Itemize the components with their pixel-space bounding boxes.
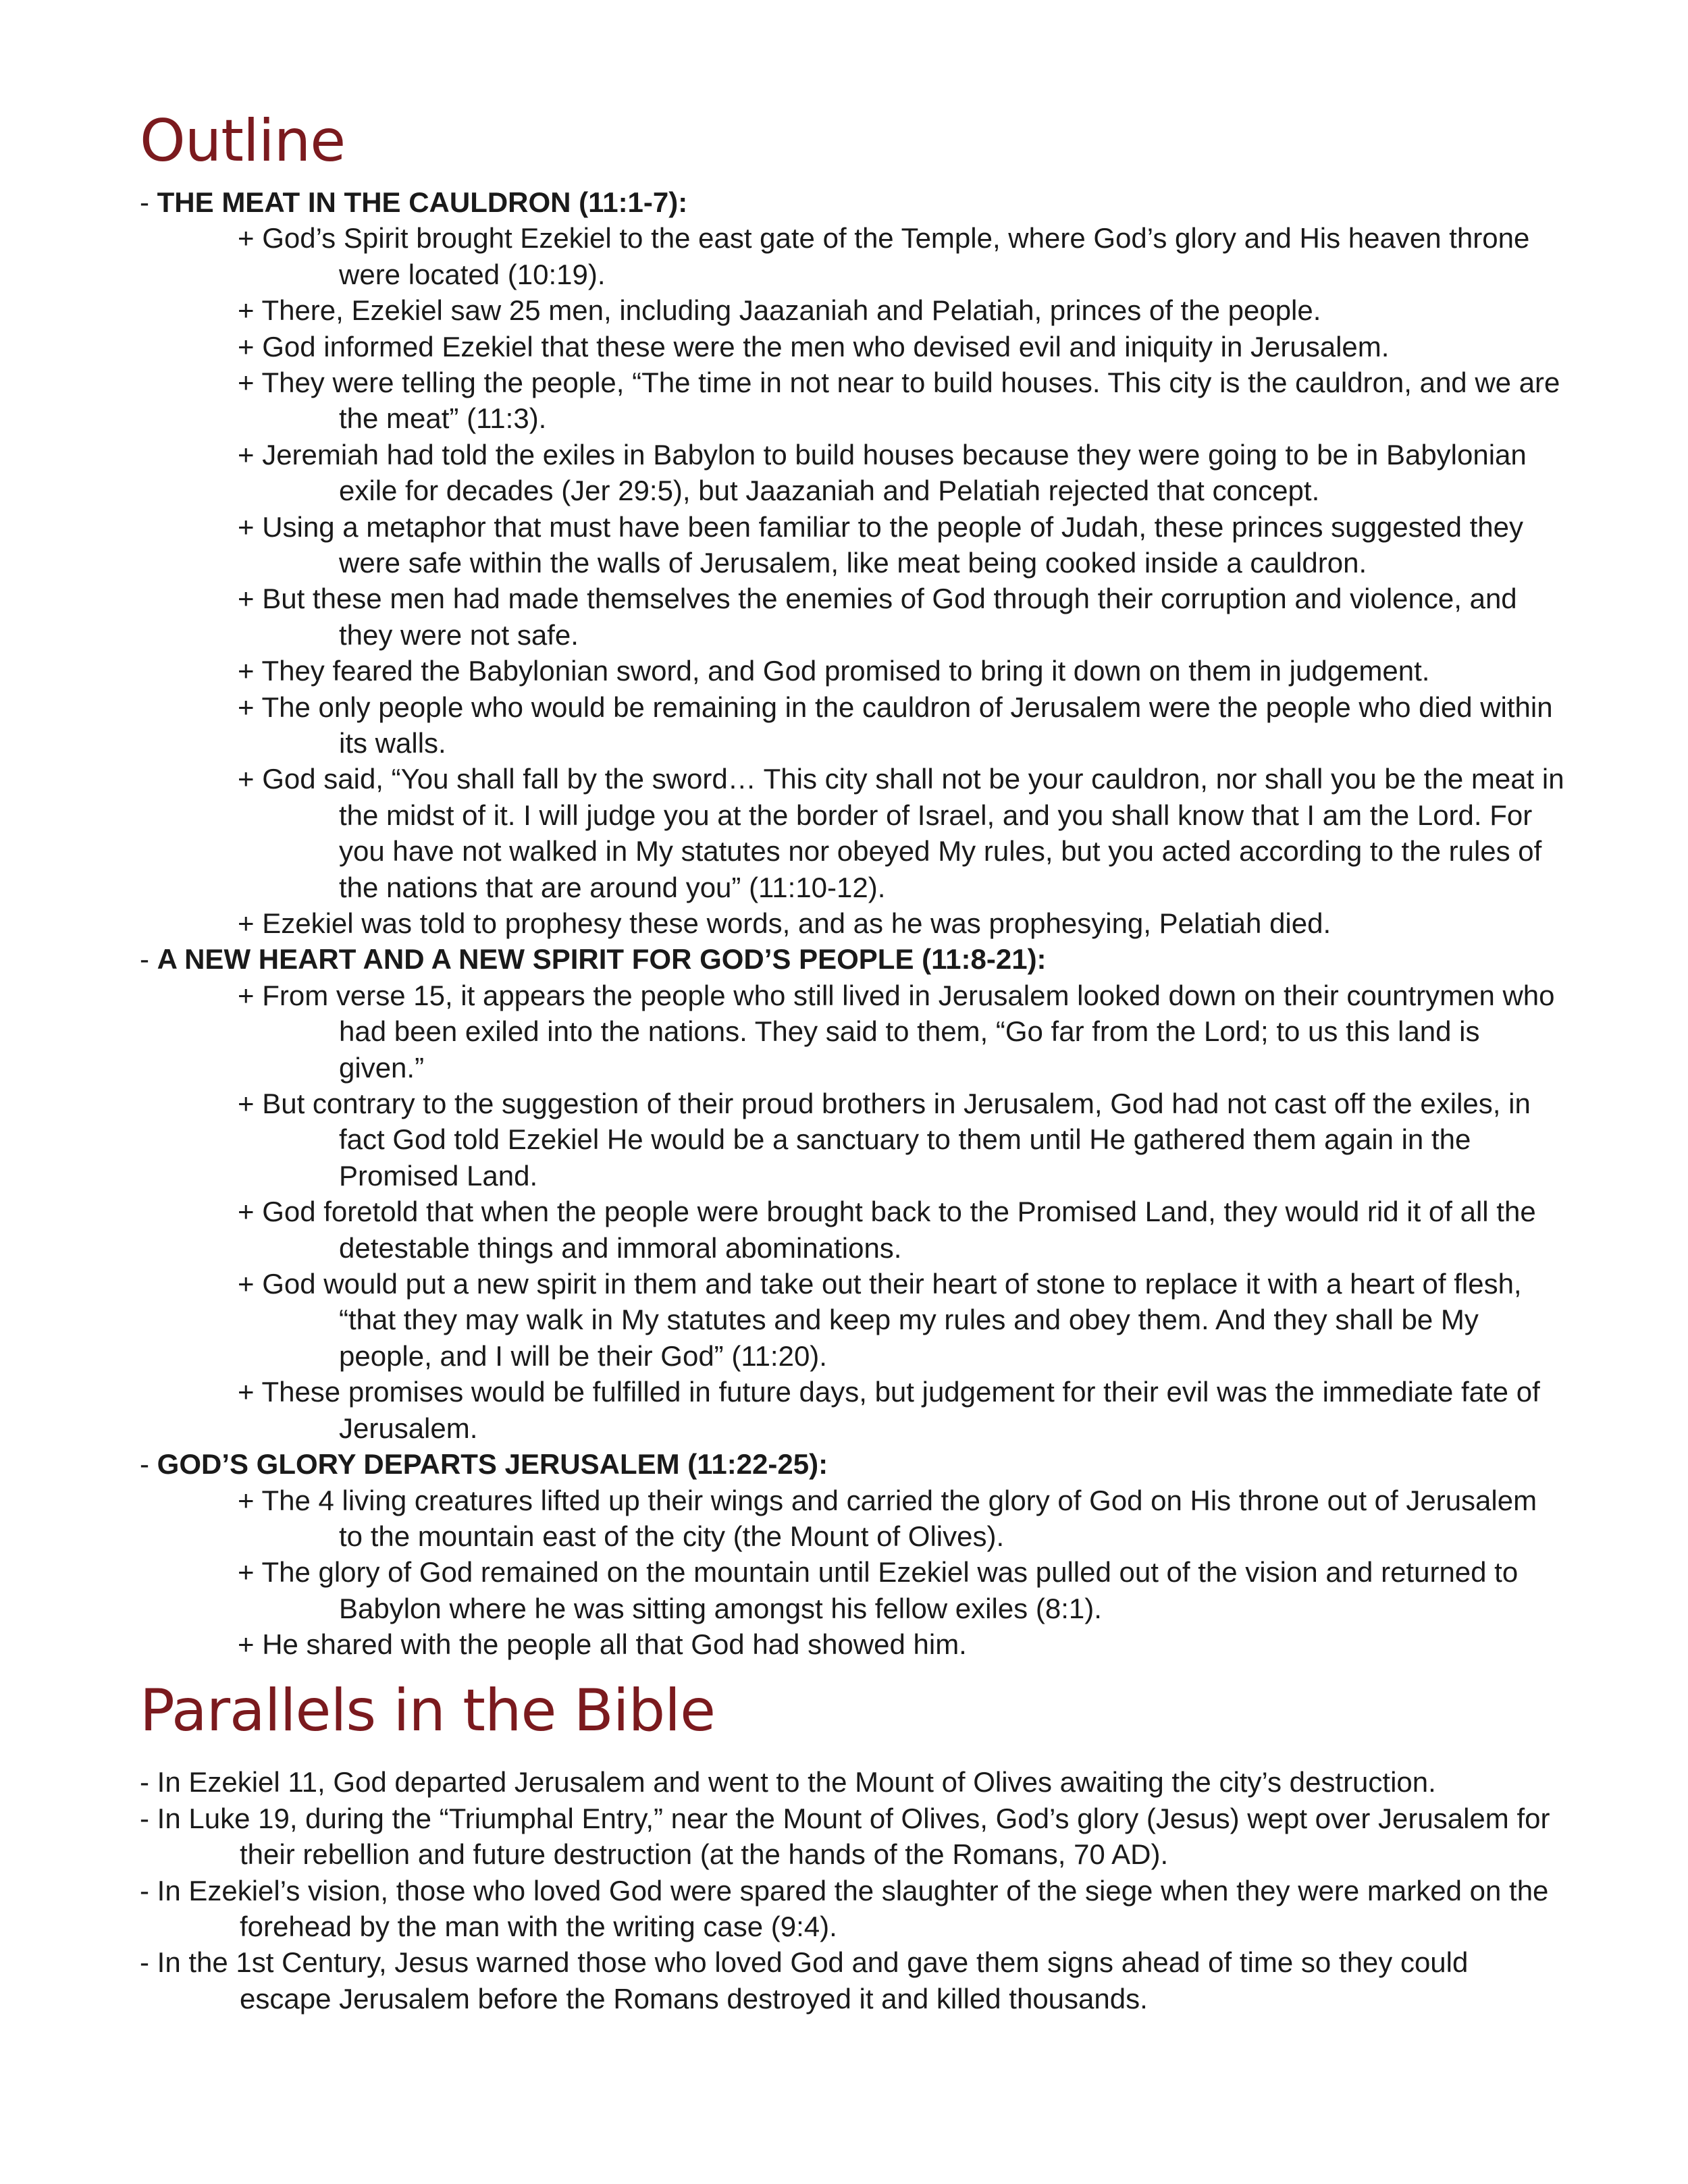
- outline-bullet: + The only people who would be remaining in the cauldron of Jerusalem were the people who died within its walls.: [238, 691, 1553, 759]
- outline-bullet: + God informed Ezekiel that these were the men who devised evil and iniquity in Jerusalem.: [238, 330, 1390, 363]
- section-title-label: A NEW HEART AND A NEW SPIRIT FOR GOD’S PEOPLE (11:8-21):: [157, 943, 1047, 976]
- outline-bullet: + But these men had made themselves the enemies of God through their corruption and violence, and they were not safe.: [238, 583, 1517, 651]
- section-title-label: GOD’S GLORY DEPARTS JERUSALEM (11:22-25):: [157, 1448, 828, 1481]
- outline-bullet: + From verse 15, it appears the people who still lived in Jerusalem looked down on their countrymen who had been exiled into the nations. They said to them, “Go far from the Lord; to us this land is given.”: [238, 979, 1555, 1084]
- outline-bullet: + Jeremiah had told the exiles in Babylon to build houses because they were going to be in Babylonian exile for decades (Jer 29:5), but Jaazaniah and Pelatiah rejected that concept.: [238, 438, 1527, 507]
- parallel-item: - In Ezekiel 11, God departed Jerusalem and went to the Mount of Olives awaiting the city’s destruction.: [140, 1766, 1436, 1799]
- document-page: [140, 108, 1564, 2017]
- outline-bullet: + Ezekiel was told to prophesy these words, and as he was prophesying, Pelatiah died.: [238, 907, 1331, 940]
- parallels-body: [140, 1764, 1564, 2017]
- outline-bullet: + There, Ezekiel saw 25 men, including Jaazaniah and Pelatiah, princes of the people.: [238, 294, 1321, 327]
- outline-bullet: + The 4 living creatures lifted up their wings and carried the glory of God on His throne out of Jerusalem to the mountain east of the city (the Mount of Olives).: [238, 1484, 1537, 1552]
- outline-bullet: + But contrary to the suggestion of their proud brothers in Jerusalem, God had not cast off the exiles, in fact God told Ezekiel He would be a sanctuary to them until He gathered them again in the Promised Land.: [238, 1088, 1531, 1192]
- outline-bullet: + These promises would be fulfilled in future days, but judgement for their evil was the immediate fate of Jerusalem.: [238, 1376, 1540, 1444]
- outline-body: [140, 184, 1564, 1663]
- outline-bullet: + The glory of God remained on the mountain until Ezekiel was pulled out of the vision and returned to Babylon where he was sitting amongst his fellow exiles (8:1).: [238, 1556, 1519, 1624]
- outline-bullet: + They were telling the people, “The time in not near to build houses. This city is the cauldron, and we are the meat” (11:3).: [238, 366, 1560, 435]
- outline-heading: Outline: [140, 107, 346, 175]
- section-title-label: THE MEAT IN THE CAULDRON (11:1-7):: [157, 186, 688, 218]
- section-title: - THE MEAT IN THE CAULDRON (11:1-7):: [140, 186, 688, 218]
- section-title: - A NEW HEART AND A NEW SPIRIT FOR GOD’S PEOPLE (11:8-21):: [140, 943, 1047, 976]
- outline-bullet: + God said, “You shall fall by the sword… This city shall not be your cauldron, nor shall you be the meat in the midst of it. I will judge you at the border of Israel, and you shall know that I am the Lord. For you have not walked in My statutes nor obeyed My rules, but you acted according to the rules of the nations that are around you” (11:10-12).: [238, 763, 1564, 903]
- parallel-item: - In the 1st Century, Jesus warned those who loved God and gave them signs ahead of time so they could escape Jerusalem before the Romans destroyed it and killed thousands.: [140, 1946, 1469, 2015]
- outline-bullet: + God’s Spirit brought Ezekiel to the east gate of the Temple, where God’s glory and His heaven throne were located (10:19).: [238, 222, 1530, 290]
- outline-bullet: + Using a metaphor that must have been familiar to the people of Judah, these princes suggested they were safe within the walls of Jerusalem, like meat being cooked inside a cauldron.: [238, 510, 1524, 579]
- parallel-item: - In Luke 19, during the “Triumphal Entry,” near the Mount of Olives, God’s glory (Jesus) wept over Jerusalem for their rebellion and future destruction (at the hands of the Romans, 70 AD).: [140, 1802, 1550, 1871]
- parallels-heading: Parallels in the Bible: [140, 1676, 715, 1744]
- outline-bullet: + They feared the Babylonian sword, and God promised to bring it down on them in judgement.: [238, 655, 1430, 687]
- section-title: - GOD’S GLORY DEPARTS JERUSALEM (11:22-25):: [140, 1448, 828, 1481]
- parallel-item: - In Ezekiel’s vision, those who loved God were spared the slaughter of the siege when they were marked on the forehead by the man with the writing case (9:4).: [140, 1874, 1549, 1943]
- outline-bullet: + God would put a new spirit in them and take out their heart of stone to replace it with a heart of flesh, “that they may walk in My statutes and keep my rules and obey them. And they shall be My people, and I will be their God” (11:20).: [238, 1268, 1522, 1372]
- outline-bullet: + He shared with the people all that God had showed him.: [238, 1628, 967, 1661]
- outline-bullet: + God foretold that when the people were brought back to the Promised Land, they would rid it of all the detestable things and immoral abominations.: [238, 1196, 1536, 1264]
